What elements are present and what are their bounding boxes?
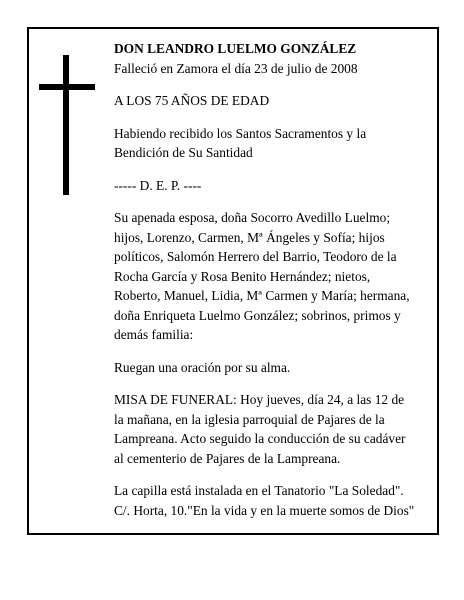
family-text: Su apenada esposa, doña Socorro Avedillo Luelmo; hijos, Lorenzo, Carmen, Mª Ángeles y Sofía; hijos políticos, Salomón Herrero del Barrio, Teodoro de la Rocha García y Rosa Benito Hernández; nietos, Roberto, Manuel, Lidia, Mª Carmen y María; hermana, doña Enriqueta Luelmo González; sobrinos, primos y demás familia: <box>114 210 410 342</box>
sacraments-text: Habiendo recibido los Santos Sacramentos y la Bendición de Su Santidad <box>114 125 367 160</box>
cross-icon-bar <box>39 84 95 90</box>
dep-line: ----- D. E. P. ---- <box>114 177 202 193</box>
cross-icon <box>63 55 69 195</box>
age-line: A LOS 75 AÑOS DE EDAD <box>114 93 270 108</box>
funeral-text: MISA DE FUNERAL: Hoy jueves, día 24, a las 12 de la mañana, en la iglesia parroquial de Pajares de la Lampreana. Acto seguido la conducción de su cadáver al cementerio de Pajares de la Lampreana. <box>114 392 406 466</box>
chapel-text: La capilla está instalada en el Tanatorio "La Soledad". C/. Horta, 10."En la vida y en la muerte somos de Dios" <box>114 483 415 518</box>
deceased-name: DON LEANDRO LUELMO GONZÁLEZ <box>114 41 357 56</box>
obituary-text <box>114 39 430 520</box>
death-line: Falleció en Zamora el día 23 de julio de 2008 <box>114 60 358 76</box>
prayer-text: Ruegan una oración por su alma. <box>114 359 291 375</box>
